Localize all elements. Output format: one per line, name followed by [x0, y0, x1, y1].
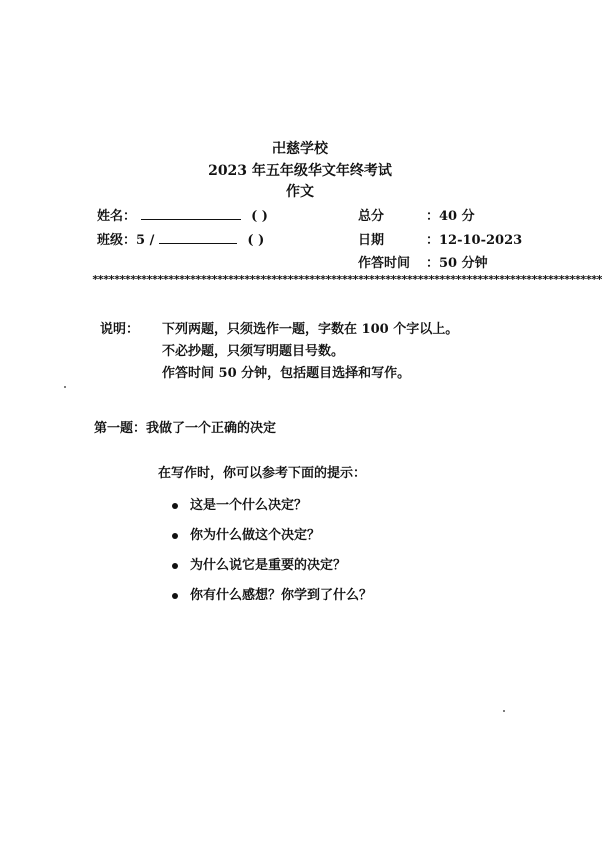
question-title: 第一题：我做了一个正确的决定	[94, 421, 277, 436]
bullet-icon	[172, 503, 178, 509]
hint-text: 你为什么做这个决定？	[190, 528, 321, 543]
scan-speck	[503, 710, 505, 712]
hint-text: 这是一个什么决定？	[190, 498, 308, 513]
bullet-icon	[172, 593, 178, 599]
scan-speck	[64, 386, 66, 388]
instruction-line: 不必抄题，只须写明题目号数。	[162, 344, 345, 359]
time-label: 作答时间	[358, 256, 411, 271]
hint-text: 你有什么感想？你学到了什么？	[190, 588, 373, 603]
hint-item	[172, 524, 320, 543]
instruction-line: 下列两题，只须选作一题，字数在 100 个字以上。	[162, 322, 459, 337]
total-label: 总分	[358, 209, 385, 224]
subject-title: 作文	[286, 184, 314, 200]
class-blank	[159, 231, 237, 244]
class-label: 班级：5 /	[97, 233, 155, 248]
instructions-label: 说明：	[100, 322, 140, 337]
instruction-line: 作答时间 50 分钟，包括题目选择和写作。	[162, 366, 411, 381]
hint-item	[172, 554, 346, 573]
school-name: 卍慈学校	[272, 141, 328, 157]
hint-item	[172, 584, 372, 603]
bullet-icon	[172, 533, 178, 539]
hint-item	[172, 494, 307, 513]
total-value: ：40 分	[426, 209, 475, 224]
class-row	[97, 229, 295, 248]
date-value: ：12-10-2023	[426, 233, 523, 248]
name-row	[97, 205, 299, 224]
star-divider: **********************************************************************************************	[92, 273, 602, 286]
date-label: 日期	[358, 233, 385, 248]
name-paren: ( )	[251, 209, 268, 224]
hint-text: 为什么说它是重要的决定？	[190, 558, 347, 573]
name-blank	[141, 207, 241, 220]
name-label: 姓名：	[97, 209, 137, 224]
hint-intro: 在写作时，你可以参考下面的提示：	[158, 466, 367, 481]
time-value: ：50 分钟	[426, 256, 488, 271]
bullet-icon	[172, 563, 178, 569]
class-paren: ( )	[247, 233, 265, 248]
exam-title: 2023 年五年级华文年终考试	[208, 163, 392, 179]
